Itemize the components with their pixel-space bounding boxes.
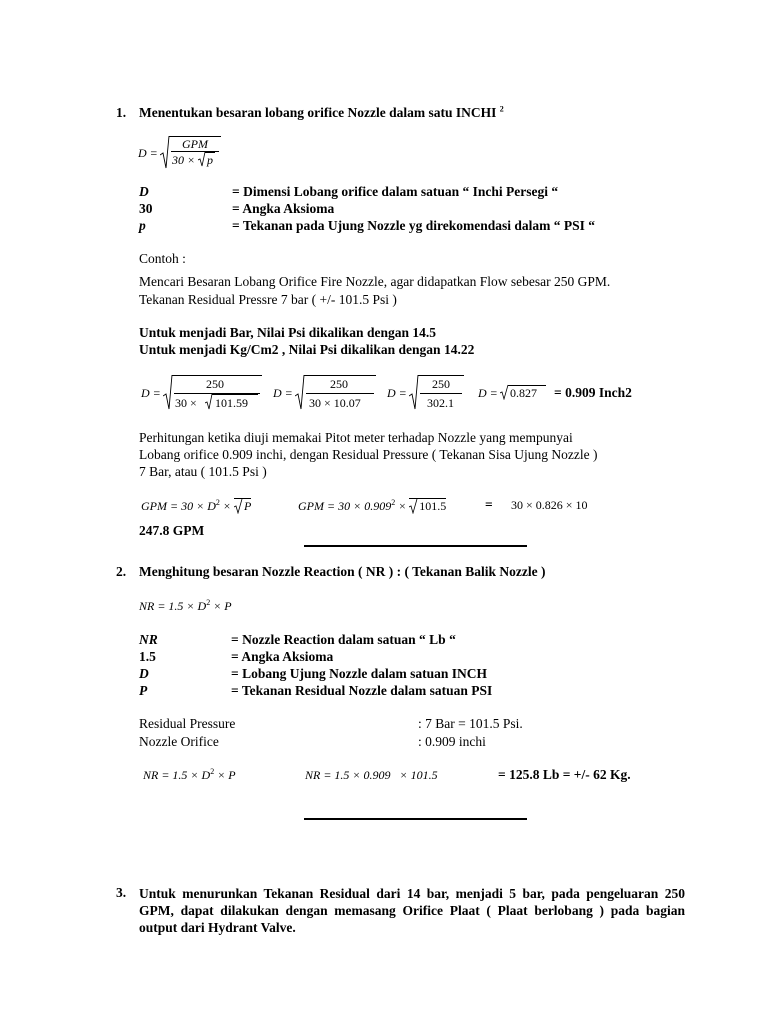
def-text-d: = Dimensi Lobang orifice dalam satuan “ Inchi Persegi “	[232, 184, 559, 199]
sqrt-bar	[418, 375, 464, 376]
nr-result: = 125.8 Lb = +/- 62 Kg.	[498, 767, 631, 782]
gpm-calc-sqrt	[409, 498, 446, 514]
calc-step-2-denominator: 30 × 10.07	[309, 396, 361, 410]
nr-calc-values: NR = 1.5 × 0.909 × 101.5	[305, 768, 438, 782]
pitot-paragraph-line-2: Lobang orifice 0.909 inchi, dengan Residual Pressure ( Tekanan Sisa Ujung Nozzle )	[139, 447, 598, 462]
calc-step-4	[478, 384, 552, 404]
sqrt-sign-icon	[163, 374, 173, 410]
calc-step-2-numerator: 250	[330, 377, 348, 391]
pitot-paragraph-line-3: 7 Bar, atau ( 101.5 Psi )	[139, 464, 267, 479]
def-symbol-d: D	[139, 184, 149, 199]
calc-step-2	[273, 374, 383, 414]
sqrt-bar	[304, 375, 376, 376]
sqrt-sign-icon	[198, 151, 206, 167]
def-text-p2: = Tekanan Residual Nozzle dalam satuan PSI	[231, 683, 493, 698]
def-symbol-1-5: 1.5	[139, 649, 156, 664]
gpm-calc-value: 101.5	[419, 499, 447, 513]
orifice-result: = 0.909 Inch2	[554, 385, 632, 400]
def-symbol-nr: NR	[139, 632, 158, 647]
sqrt-sign-icon	[409, 374, 419, 410]
section-2-heading: Menghitung besaran Nozzle Reaction ( NR ) : ( Tekanan Balik Nozzle )	[139, 564, 546, 579]
calc-step-4-lhs: D =	[478, 386, 498, 400]
sqrt-sign-icon	[295, 374, 305, 410]
gpm-formula-square: 2	[215, 498, 220, 507]
nr-formula	[139, 599, 232, 614]
section-1-heading	[139, 105, 504, 121]
section-2-number: 2.	[116, 564, 127, 579]
sqrt-sign-icon	[409, 498, 418, 514]
fraction-bar	[420, 393, 462, 394]
nozzle-orifice-label: Nozzle Orifice	[139, 734, 219, 749]
orifice-formula-numerator: GPM	[182, 137, 208, 151]
calc-step-3	[387, 374, 477, 414]
nr-calc-b: × P	[214, 768, 236, 782]
nr-formula-b: × P	[210, 599, 232, 613]
example-paragraph-line-2: Tekanan Residual Pressre 7 bar ( +/- 101.5 Psi )	[139, 292, 397, 307]
gpm-calc-lhs: GPM = 30 × 0.909	[298, 499, 392, 513]
def-text-nr: = Nozzle Reaction dalam satuan “ Lb “	[231, 632, 456, 647]
calc-step-3-denominator: 302.1	[427, 396, 454, 410]
sqrt-bar	[172, 375, 262, 376]
calc-step-1-numerator: 250	[206, 377, 224, 391]
section-divider	[304, 818, 527, 820]
calc-step-1-lhs: D =	[141, 386, 161, 400]
gpm-calc	[298, 498, 446, 518]
orifice-formula	[138, 135, 228, 175]
def-text-1-5: = Angka Aksioma	[231, 649, 334, 664]
gpm-formula-p: P	[243, 499, 252, 513]
nr-calc-a: NR = 1.5 × D	[143, 768, 211, 782]
sqrt-sign-icon	[234, 498, 243, 514]
residual-pressure-label: Residual Pressure	[139, 716, 236, 731]
calc-step-1	[141, 374, 265, 414]
calc-step-1-den-a: 30 ×	[175, 396, 197, 410]
nozzle-orifice-value: : 0.909 inchi	[418, 734, 486, 749]
section-divider	[304, 545, 527, 547]
gpm-formula	[141, 498, 251, 518]
nr-calc-square: 2	[210, 767, 215, 776]
fraction-bar	[306, 393, 374, 394]
nr-formula-a: NR = 1.5 × D	[139, 599, 207, 613]
def-text-30: = Angka Aksioma	[232, 201, 335, 216]
sqrt-sign-icon	[160, 135, 170, 169]
section-3-paragraph: Untuk menurunkan Tekanan Residual dari 14 bar, menjadi 5 bar, pada pengeluaran 250 GPM, dapat dilakukan dengan memasang Orifice Plaat ( Plaat berlobang ) pada bagian output dari Hydrant Valve.	[139, 886, 685, 935]
example-paragraph-line-1: Mencari Besaran Lobang Orifice Fire Nozzle, agar didapatkan Flow sebesar 250 GPM.	[139, 274, 611, 289]
orifice-formula-lhs: D =	[138, 146, 158, 160]
gpm-formula-sqrt-p	[234, 498, 251, 514]
gpm-calc-square: 2	[391, 498, 396, 507]
calc-step-1-den-b: 101.59	[215, 396, 248, 410]
orifice-formula-p: p	[207, 153, 213, 167]
orifice-formula-denominator: 30 ×	[172, 153, 196, 167]
gpm-calc-times: ×	[395, 499, 410, 513]
sqrt-sign-icon	[205, 393, 213, 410]
calc-step-3-numerator: 250	[432, 377, 450, 391]
def-text-d2: = Lobang Ujung Nozzle dalam satuan INCH	[231, 666, 487, 681]
gpm-formula-times: ×	[219, 499, 234, 513]
residual-pressure-value: : 7 Bar = 101.5 Psi.	[418, 716, 523, 731]
gpm-formula-lhs: GPM = 30 × D	[141, 499, 216, 513]
calc-step-4-value: 0.827	[510, 386, 537, 400]
calc-step-3-lhs: D =	[387, 386, 407, 400]
bar-conversion-note: Untuk menjadi Bar, Nilai Psi dikalikan dengan 14.5	[139, 325, 436, 340]
gpm-result: 247.8 GPM	[139, 523, 205, 538]
def-symbol-d2: D	[139, 666, 149, 681]
sqrt-sign-icon	[500, 384, 509, 400]
sqrt-bar	[212, 394, 258, 395]
calc-step-2-lhs: D =	[273, 386, 293, 400]
nr-calc-formula	[143, 768, 236, 783]
gpm-calc-step-2: 30 × 0.826 × 10	[511, 498, 588, 512]
section-1-heading-superscript: 2	[499, 104, 504, 114]
nr-formula-square: 2	[206, 598, 211, 607]
def-text-p: = Tekanan pada Ujung Nozzle yg direkomendasi dalam “ PSI “	[232, 218, 596, 233]
kg-conversion-note: Untuk menjadi Kg/Cm2 , Nilai Psi dikalikan dengan 14.22	[139, 342, 475, 357]
def-symbol-30: 30	[139, 201, 153, 216]
def-symbol-p2: P	[139, 683, 148, 698]
section-3-number: 3.	[116, 885, 127, 900]
def-symbol-p: p	[139, 218, 146, 233]
section-1-number: 1.	[116, 105, 127, 120]
gpm-equals: =	[485, 497, 493, 512]
pitot-paragraph-line-1: Perhitungan ketika diuji memakai Pitot meter terhadap Nozzle yang mempunyai	[139, 430, 573, 445]
contoh-label: Contoh :	[139, 251, 186, 266]
section-1-heading-text: Menentukan besaran lobang orifice Nozzle dalam satu INCHI	[139, 105, 497, 120]
